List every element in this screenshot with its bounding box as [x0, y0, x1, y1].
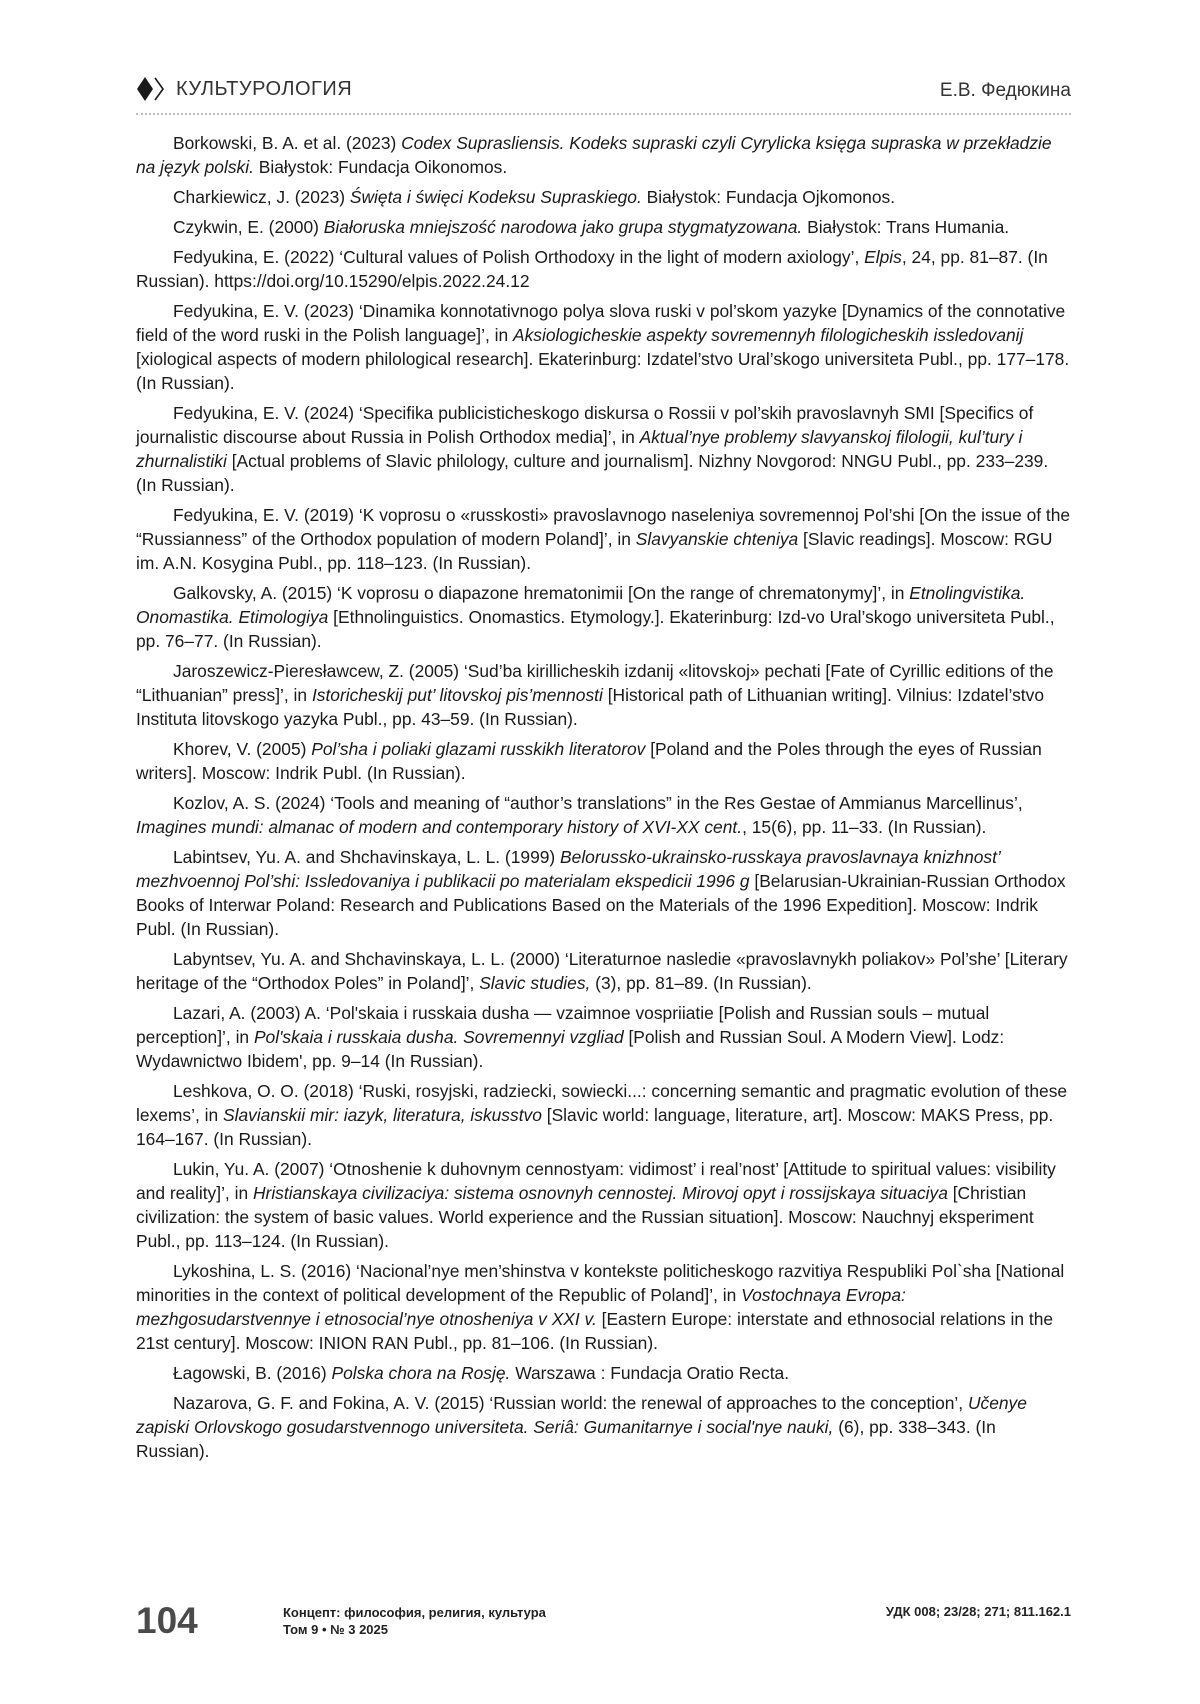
reference-title: Etnolingvistika. Onomastika. Etimologiya [136, 583, 1026, 627]
reference-text: Fedyukina, E. V. (2024) ‘Specifika publicisticheskogo diskursa o Rossii v pol’skih pravoslavnyh SMI [Specifics of journalistic discourse about Russia in Polish Orthodox media]’, in [136, 403, 1034, 447]
reference-entry [136, 1361, 1071, 1385]
reference-title: Slavianskii mir: iazyk, literatura, iskusstvo [222, 1105, 542, 1125]
page-number: 104 [136, 1600, 198, 1641]
reference-text: Galkovsky, A. (2015) ‘K voprosu o diapazone hrematonimii [On the range of chrematonymy]’, in [173, 583, 910, 603]
reference-text: [xiological aspects of modern philological research]. Ekaterinburg: Izdatel’stvo Ural’skogo universiteta Publ., pp. 177–178. (In Russian). [136, 349, 1070, 393]
reference-text: Fedyukina, E. (2022) ‘Cultural values of Polish Orthodoxy in the light of modern axiology’, [173, 247, 865, 267]
reference-title: Święta i święci Kodeksu Supraskiego. [349, 187, 642, 207]
reference-title: Codex Suprasliensis. Kodeks supraski czyli Cyrylicka księga supraska w przekładzie na język polski. [136, 133, 1052, 177]
reference-text: Charkiewicz, J. (2023) [173, 187, 350, 207]
reference-text: [Eastern Europe: interstate and ethnosocial relations in the 21st century]. Moscow: INION RAN Publ., pp. 81–106. (In Russian). [136, 1309, 1054, 1353]
reference-text: [Slavic world: language, literature, art]. Moscow: MAKS Press, pp. 164–167. (In Russian). [136, 1105, 1054, 1149]
journal-issue: Том 9 • № 3 2025 [283, 1622, 388, 1637]
reference-text: Labintsev, Yu. A. and Shchavinskaya, L. L. (1999) [173, 847, 561, 867]
reference-text: [Belarusian-Ukrainian-Russian Orthodox Books of Interwar Poland: Research and Publications Based on the Materials of the 1996 Expedition]. Moscow: Indrik Publ. (In Russian). [136, 871, 1066, 939]
section-title: КУЛЬТУРОЛОГИЯ [176, 78, 353, 100]
reference-entry [136, 215, 1071, 239]
reference-title: Vostochnaya Evropa: mezhgosudarstvennye i etnosocial’nye otnosheniya v XXI v. [136, 1285, 906, 1329]
reference-entry [136, 299, 1071, 395]
reference-entry [136, 401, 1071, 497]
reference-title: Istoricheskij put’ litovskoj pis’mennosti [311, 685, 603, 705]
reference-title: Pol’sha i poliaki glazami russkikh literatorov [311, 739, 646, 759]
author-name: Е.В. Федюкина [939, 80, 1071, 101]
reference-text: Labyntsev, Yu. A. and Shchavinskaya, L. L. (2000) ‘Literaturnoe nasledie «pravoslavnykh poliakov» Pol’she’ [Literary heritage of the “Orthodox Poles” in Poland]’, [136, 949, 1068, 993]
reference-text: Łagowski, B. (2016) [173, 1363, 332, 1383]
reference-text: Fedyukina, E. V. (2019) ‘K voprosu o «russkosti» pravoslavnogo naseleniya sovremennoj Pol’shi [On the issue of the “Russianness” of the Orthodox population of modern Poland]’, in [136, 505, 1071, 549]
reference-text: [Polish and Russian Soul. A Modern View]. Lodz: Wydawnictwo Ibidem', pp. 9–14 (In Russian). [136, 1027, 1005, 1071]
reference-entry [136, 185, 1071, 209]
reference-entry [136, 737, 1071, 785]
reference-title: Polska chora na Rosję. [331, 1363, 511, 1383]
reference-title: Białoruska mniejszość narodowa jako grupa stygmatyzowana. [323, 217, 803, 237]
reference-text: Borkowski, B. A. et al. (2023) [173, 133, 402, 153]
reference-title: Pol'skaia i russkaia dusha. Sovremennyi vzgliad [253, 1027, 624, 1047]
reference-title: Učenye zapiski Orlovskogo gosudarstvennogo universiteta. Seriâ: Gumanitarnye i social'nye nauki, [136, 1393, 1027, 1437]
reference-text: [Ethnolinguistics. Onomastics. Etymology.]. Ekaterinburg: Izd-vo Ural’skogo universiteta Publ., pp. 76–77. (In Russian). [136, 607, 1055, 651]
reference-title: Belorussko-ukrainsko-russkaya pravoslavnaya knizhnost’ mezhvoennoj Pol’shi: Issledovaniya i publikacii po materialam ekspedicii 1996 g [136, 847, 1000, 891]
reference-text: , 24, pp. 81–87. (In Russian). https://doi.org/10.15290/elpis.2022.24.12 [136, 247, 1048, 291]
reference-text: [Poland and the Poles through the eyes of Russian writers]. Moscow: Indrik Publ. (In Russian). [136, 739, 1042, 783]
reference-text: Białystok: Fundacja Ojkomonos. [641, 187, 896, 207]
reference-text: Fedyukina, E. V. (2023) ‘Dinamika konnotativnogo polya slova ruski v pol’skom yazyke [Dynamics of the connotative field of the word ruski in the Polish language]’, in [136, 301, 1066, 345]
reference-title: Slavyanskie chteniya [635, 529, 799, 549]
diamond-logo-icon [136, 76, 168, 102]
running-header [136, 74, 1071, 108]
reference-entry [136, 791, 1071, 839]
reference-title: Slavic studies, [479, 973, 591, 993]
reference-list [136, 131, 1071, 1469]
reference-entry [136, 581, 1071, 653]
reference-text: Kozlov, A. S. (2024) ‘Tools and meaning of “author’s translations” in the Res Gestae of Ammianus Marcellinus’, [173, 793, 1023, 813]
reference-text: [Historical path of Lithuanian writing]. Vilnius: Izdatel’stvo Instituta litovskogo yazyka Publ., pp. 43–59. (In Russian). [136, 685, 1044, 729]
reference-text: [Christian civilization: the system of basic values. World experience and the Russian situation]. Moscow: Nauchnyj eksperiment Publ., pp. 113–124. (In Russian). [136, 1183, 1034, 1251]
reference-title: Aksiologicheskie aspekty sovremennyh filologicheskih issledovanij [513, 325, 1024, 345]
reference-entry [136, 659, 1071, 731]
udc-code: УДК 008; 23/28; 271; 811.162.1 [885, 1604, 1071, 1619]
reference-entry [136, 1391, 1071, 1463]
header-divider [136, 113, 1071, 115]
reference-text: , 15(6), pp. 11–33. (In Russian). [742, 817, 987, 837]
reference-entry [136, 1157, 1071, 1253]
reference-entry [136, 1001, 1071, 1073]
reference-text: Czykwin, E. (2000) [173, 217, 324, 237]
journal-title: Концепт: философия, религия, культура [283, 1605, 546, 1620]
reference-title: Imagines mundi: almanac of modern and contemporary history of XVI-XX cent. [136, 817, 743, 837]
reference-entry [136, 245, 1071, 293]
reference-entry [136, 503, 1071, 575]
journal-info [283, 1604, 546, 1638]
reference-title: Hristianskaya civilizaciya: sistema osnovnyh cennostej. Mirovoj opyt i rossijskaya situaciya [252, 1183, 948, 1203]
reference-entry [136, 1079, 1071, 1151]
reference-text: Jaroszewicz-Pieresławcew, Z. (2005) ‘Sud’ba kirillicheskih izdanij «litovskoj» pechati [Fate of Cyrillic editions of the “Lithuanian” press]’, in [136, 661, 1054, 705]
reference-entry [136, 1259, 1071, 1355]
reference-text: [Actual problems of Slavic philology, culture and journalism]. Nizhny Novgorod: NNGU Publ., pp. 233–239. (In Russian). [136, 451, 1049, 495]
reference-text: Leshkova, O. O. (2018) ‘Ruski, rosyjski, radziecki, sowiecki...: concerning semantic and pragmatic evolution of these lexems’, in [136, 1081, 1068, 1125]
reference-text: Lazari, A. (2003) A. ‘Pol'skaia i russkaia dusha — vzaimnoe vospriiatie [Polish and Russian souls – mutual perception]’, in [136, 1003, 990, 1047]
page-footer [136, 1600, 1071, 1650]
reference-text: Warszawa : Fundacja Oratio Recta. [510, 1363, 790, 1383]
reference-title: Elpis [864, 247, 902, 267]
reference-text: Lukin, Yu. A. (2007) ‘Otnoshenie k duhovnym cennostyam: vidimost’ i real’nost’ [Attitude to spiritual values: visibility and reality]’, in [136, 1159, 1056, 1203]
reference-entry [136, 131, 1071, 179]
reference-text: Białystok: Trans Humania. [802, 217, 1010, 237]
reference-title: Aktual’nye problemy slavyanskoj filologii, kul’tury i zhurnalistiki [136, 427, 1023, 471]
reference-text: Khorev, V. (2005) [173, 739, 312, 759]
reference-entry [136, 845, 1071, 941]
reference-text: Nazarova, G. F. and Fokina, A. V. (2015) ‘Russian world: the renewal of approaches to the conception’, [173, 1393, 968, 1413]
reference-entry [136, 947, 1071, 995]
reference-text: Białystok: Fundacja Oikonomos. [253, 157, 508, 177]
reference-text: [Slavic readings]. Moscow: RGU im. A.N. Kosygina Publ., pp. 118–123. (In Russian). [136, 529, 1053, 573]
reference-text: Lykoshina, L. S. (2016) ‘Nacional’nye men’shinstva v kontekste politicheskogo razvitiya Respubliki Pol`sha [National minorities in the context of political development of the Republic of Poland]’, in [136, 1261, 1065, 1305]
reference-text: (6), pp. 338–343. (In Russian). [136, 1417, 996, 1461]
reference-text: (3), pp. 81–89. (In Russian). [590, 973, 812, 993]
